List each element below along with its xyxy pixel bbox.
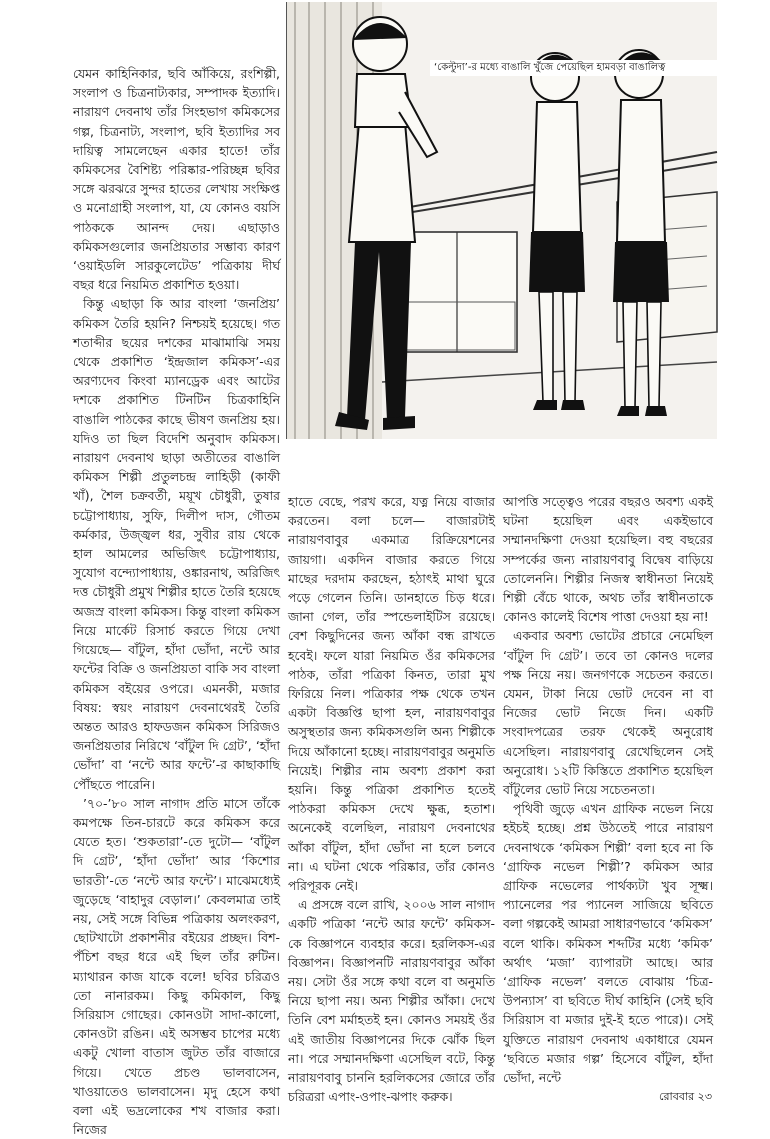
paragraph: একবার অবশ্য ভোটের প্রচারে নেমেছিল ‘বাঁটুল দি গ্রেট’। তবে তা কোনও দলের পক্ষ নিয়ে নয়। জনগণকে সচেতন করতে। যেমন, টাকা নিয়ে ভোট দেবেন না বা নিজের ভোট নিজে দিন। একটি সংবাদপত্রের তরফ থেকেই অনুরোধ এসেছিল। নারায়ণবাবু রেখেছিলেন সেই অনুরোধ। ১২টি কিস্তিতে প্রকাশিত হয়েছিল বাঁটুলের ভোট নিয়ে সচেতনতা।	[503, 628, 713, 798]
paragraph: কিন্তু এছাড়া কি আর বাংলা ‘জনপ্রিয়’ কমিকস তৈরি হয়নি? নিশ্চয়ই হয়েছে। গত শতাব্দীর ছয়ের দশকের মাঝামাঝি সময় থেকে প্রকাশিত ‘ইন্দ্রজাল কমিকস’-এর অরণ্যদেব কিংবা ম্যানড্রেক এবং আটের দশকে প্রকাশিত টিনটিন চিত্রকাহিনি বাঙালি পাঠকের কাছে ভীষণ জনপ্রিয় হয়। যদিও তা ছিল বিদেশি অনুবাদ কমিকস। নারায়ণ দেবনাথ ছাড়া অতীতের বাঙালি কমিকস শিল্পী প্রতুলচন্দ্র লাহিড়ী (কাফী খাঁ), শৈল চক্রবর্তী, ময়ূখ চৌধুরী, তুষার চট্টোপাধ্যায়, সুফি, দিলীপ দাস, গৌতম কর্মকার, উজ্জ্বল ধর, সুবীর রায় থেকে হাল আমলের অভিজিৎ চট্টোপাধ্যায়, সুযোগ বন্দ্যোপাধ্যায়, ওঙ্কারনাথ, অরিজিৎ দত্ত চৌধুরী প্রমুখ শিল্পীর হাতে তৈরি হয়েছে অজস্র বাংলা কমিকস। কিন্তু বাংলা কমিকস নিয়ে মার্কেট রিসার্চ করতে গিয়ে দেখা গিয়েছে— বাঁটুল, হাঁদা ভোঁদা, নন্টে আর ফন্টের বিক্রি ও জনপ্রিয়তা বাকি সব বাংলা কমিকস বইয়ের ওপরে। এমনকী, মজার বিষয়: স্বয়ং নারায়ণ দেবনাথেরই তৈরি অন্তত আরও হাফডজন কমিকস সিরিজও জনপ্রিয়তার নিরিখে ‘বাঁটুল দি গ্রেট’, ‘হাঁদা ভোঁদা’ বা ‘নন্টে আর ফন্টে’-র কাছাকাছি পৌঁছতে পারেনি।	[73, 296, 280, 792]
paragraph: হাতে বেছে, পরখ করে, যত্ন নিয়ে বাজার করতেন। বলা চলে— বাজারটাই নারায়ণবাবুর একমাত্র রিক্রিয়েশনের জায়গা। একদিন বাজার করতে গিয়ে মাছের দরদাম করছেন, হঠাৎই মাথা ঘুরে পড়ে গেলেন তিনি। ডানহাতে চিড় ধরে। জানা গেল, তাঁর স্পন্ডেলাইটিস রয়েছে। বেশ কিছুদিনের জন্য আঁকা বন্ধ রাখতে হবেই। ফলে যারা নিয়মিত ওঁর কমিকসের পাঠক, তাঁরা পত্রিকা কিনত, তারা মুখ ফিরিয়ে নিল। পত্রিকার পক্ষ থেকে তখন একটা বিজ্ঞপ্তি ছাপা হল, নারায়ণবাবুর অসুস্থতার জন্য কমিকসগুলি অন্য শিল্পীকে দিয়ে আঁকানো হচ্ছে। নারায়ণবাবুর অনুমতি নিয়েই। শিল্পীর নাম অবশ্য প্রকাশ করা হয়নি। কিন্তু পত্রিকা প্রকাশিত হতেই পাঠকরা কমিকস দেখে ক্ষুব্ধ, হতাশ। অনেকেই বলেছিল, নারায়ণ দেবনাথের আঁকা বাঁটুল, হাঁদা ভোঁদা না হলে চলবে না। এ ঘটনা থেকে পরিষ্কার, তাঁর কোনও পরিপূরক নেই।	[288, 494, 495, 894]
paragraph: যেমন কাহিনিকার, ছবি আঁকিয়ে, রংশিল্পী, সংলাপ ও চিত্রনাট্যকার, সম্পাদক ইত্যাদি। নারায়ণ দেবনাথ তাঁর সিংহভাগ কমিকসের গল্প, চিত্রনাট্য, সংলাপ, ছবি ইত্যাদির সব দায়িত্ব সামলেছেন একার হাতে! তাঁর কমিকসের বৈশিষ্ট্য পরিষ্কার-পরিচ্ছন্ন ছবির সঙ্গে ঝরঝরে সুন্দর হাতের লেখায় সংক্ষিপ্ত ও মনোগ্রাহী সংলাপ, যা, যে কোনও বয়সি পাঠককে আনন্দ দেয়। এছাড়াও কমিকসগুলোর জনপ্রিয়তার সম্ভাব্য কারণ ‘ওয়াইডলি সারকুলেটেড’ পত্রিকায় দীর্ঘ বছর ধরে নিয়মিত প্রকাশিত হওয়া।	[73, 66, 280, 293]
article-column-1	[73, 64, 280, 1138]
paragraph: আপত্তি সত্ত্বেও পরের বছরও অবশ্য একই ঘটনা হয়েছিল এবং একইভাবে সম্মানদক্ষিণা দেওয়া হয়েছিল। বহু বছরের সম্পর্কের জন্য নারায়ণবাবু বিদ্বেষ বাড়িয়ে তোলেননি। শিল্পীর নিজস্ব স্বাধীনতা নিয়েই শিল্পী বেঁচে থাকে, অথচ তাঁর স্বাধীনতাকে কোনও কালেই বিশেষ পাত্তা দেওয়া হয় না!	[503, 494, 713, 625]
article-column-3	[503, 492, 713, 1086]
page-footer: রোববার ২৩	[659, 1090, 712, 1103]
paragraph: ’৭০-’৮০ সাল নাগাদ প্রতি মাসে তাঁকে কমপক্ষে তিন-চারটে করে কমিকস করে যেতে হত। ‘শুকতারা’-তে দুটো— ‘বাঁটুল দি গ্রেট’, ‘হাঁদা ভোঁদা’ আর ‘কিশোর ভারতী’-তে ‘নন্টে আর ফন্টে’। মাঝেমধ্যেই জুড়েছে ‘বাহাদুর বেড়াল।’ কেবলমাত্র তাই নয়, সেই সঙ্গে বিভিন্ন পত্রিকায় অলংকরণ, ছোটখাটো প্রকাশনীর বইয়ের প্রচ্ছদ। বিশ-পঁচিশ বছর ধরে এই ছিল তাঁর রুটিন। ম্যাথারন কাজ যাকে বলে! ছবির চরিত্রও তো নানারকম। কিছু কমিকাল, কিছু সিরিয়াস গোছের। কোনওটা সাদা-কালো, কোনওটা রঙিন। এই অসম্ভব চাপের মধ্যে একটু খোলা বাতাস জুটত তাঁর বাজারে গিয়ে। খেতে প্রচণ্ড ভালবাসেন, খাওয়াতেও ভালবাসেন। মৃদু হেসে কথা বলা এই ভদ্রলোকের শখ বাজার করা। নিজের	[73, 795, 280, 1138]
paragraph: এ প্রসঙ্গে বলে রাখি, ২০০৬ সাল নাগাদ একটি পত্রিকা ‘নন্টে আর ফন্টে’ কমিকস-কে বিজ্ঞাপনে ব্যবহার করে। হরলিকস-এর বিজ্ঞাপন। বিজ্ঞাপনটি নারায়ণবাবুর আঁকা নয়। সেটা ওঁর সঙ্গে কথা বলে বা অনুমতি নিয়ে ছাপা নয়। অন্য শিল্পীর আঁকা। দেখে তিনি বেশ মর্মাহতই হন। কোনও সময়ই ওঁর এই জাতীয় বিজ্ঞাপনের দিকে ঝোঁক ছিল না। পরে সম্মানদক্ষিণা এসেছিল বটে, কিন্তু নারায়ণবাবু চাননি হরলিকসের জোরে তাঁর চরিত্ররা এপাং-ওপাং-ঝপাং করুক।	[288, 897, 495, 1105]
article-column-2	[288, 492, 495, 1105]
figure-caption: ‘কেল্টুদা’-র মধ্যে বাঙালি খুঁজে পেয়েছিল হামবড়া বাঙালিত্ব	[430, 60, 718, 76]
paragraph: পৃথিবী জুড়ে এখন গ্রাফিক নভেল নিয়ে হইচই হচ্ছে। প্রশ্ন উঠতেই পারে নারায়ণ দেবনাথকে ‘কমিকস শিল্পী’ বলা হবে না কি ‘গ্রাফিক নভেল শিল্পী’? কমিকস আর গ্রাফিক নভেলের পার্থক্যটা খুব সূক্ষ্ম। প্যানেলের পর প্যানেল সাজিয়ে ছবিতে বলা গল্পকেই আমরা সাধারণভাবে ‘কমিকস’ বলে থাকি। কমিকস শব্দটির মধ্যে ‘কমিক’ অর্থাৎ ‘মজা’ ব্যাপারটা আছে। আর ‘গ্রাফিক নভেল’ বলতে বোঝায় ‘চিত্র-উপন্যাস’ বা ছবিতে দীর্ঘ কাহিনি (সেই ছবি সিরিয়াস বা মজার দুই-ই হতে পারে)। সেই যুক্তিতে নারায়ণ দেবনাথ একাধারে যেমন ‘ছবিতে মজার গল্প’ হিসেবে বাঁটুল, হাঁদা ভোঁদা, নন্টে	[503, 801, 713, 1086]
